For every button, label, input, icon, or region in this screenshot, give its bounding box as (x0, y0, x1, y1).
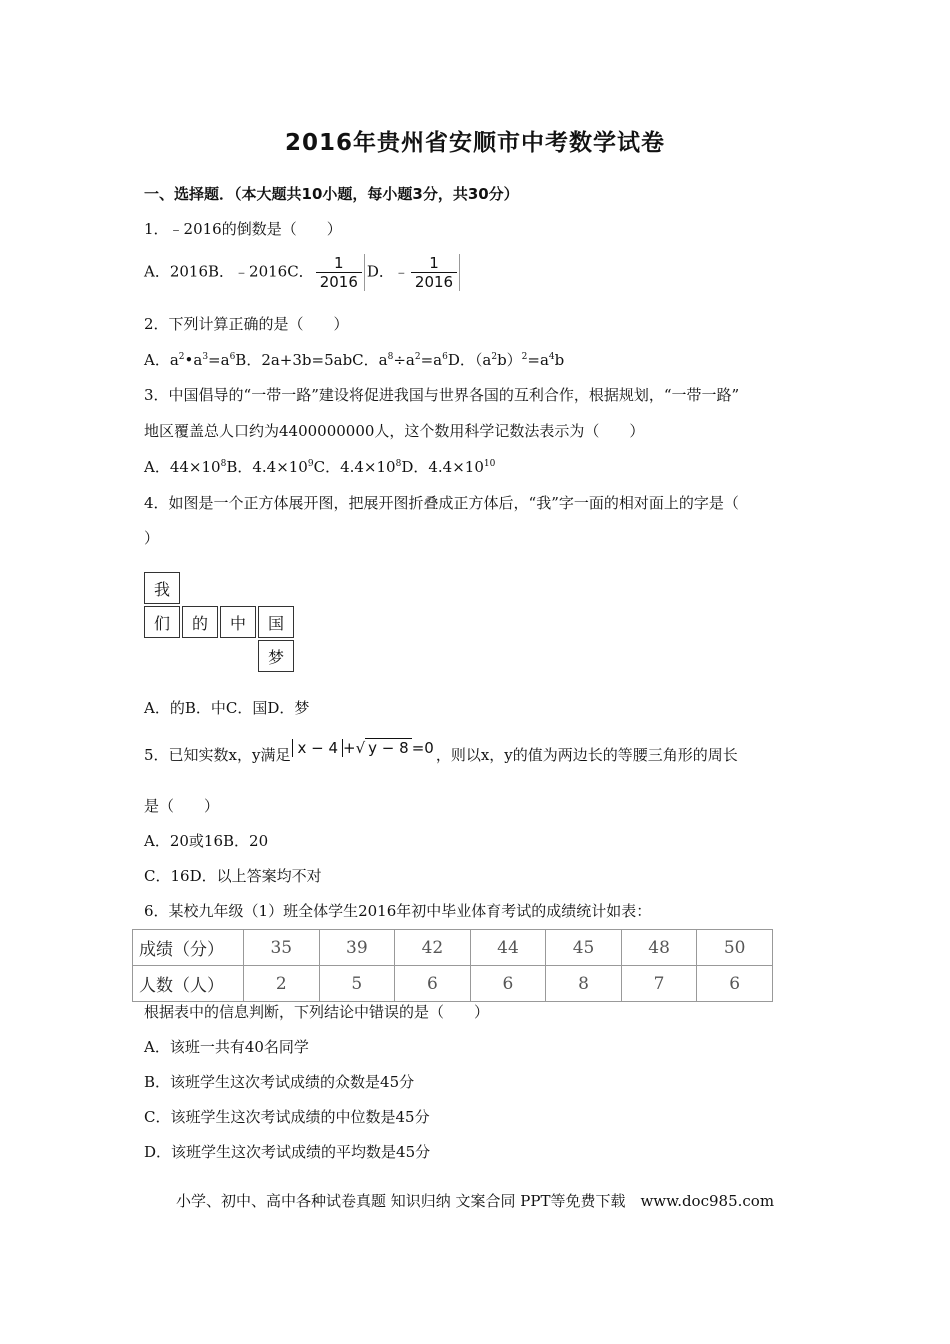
table-cell: 50 (697, 930, 773, 966)
table-cell: 45 (546, 930, 622, 966)
net-cell-men: 们 (144, 606, 180, 638)
question-3-line2: 地区覆盖总人口约为4400000000人，这个数用科学记数法表示为（ ） (144, 422, 645, 440)
table-cell: 6 (395, 966, 471, 1002)
net-cell-de: 的 (182, 606, 218, 638)
table-row (133, 966, 773, 1002)
table-cell: 6 (470, 966, 546, 1002)
table-cell: 42 (395, 930, 471, 966)
question-4-options: A．的B．中C．国D．梦 (144, 699, 310, 717)
q1-fraction-d: $\frac{1}{2016}$ (411, 254, 460, 291)
q1-fraction-c: $\frac{1}{2016}$ (316, 254, 365, 291)
page-title: 2016年贵州省安顺市中考数学试卷 (284, 130, 665, 156)
question-4-line2: ） (144, 529, 160, 547)
page-footer: 小学、初中、高中各种试卷真题 知识归纳 文案合同 PPT等免费下载 www.doc985.com (175, 1192, 775, 1210)
cube-net-figure (144, 572, 304, 676)
question-6-option-a: A．该班一共有40名同学 (144, 1038, 309, 1056)
table-cell: 2 (244, 966, 320, 1002)
question-3-options: A．$44\times 10^8B$．$4.4\times 10^9C$．$4.4\times 10^8D$．$4.4\times 10^{10}$ (144, 458, 496, 476)
net-cell-meng: 梦 (258, 640, 294, 672)
table-cell: 8 (546, 966, 622, 1002)
question-6-stem: 6．某校九年级（1）班全体学生2016年初中毕业体育考试的成绩统计如表： (144, 902, 652, 920)
table-cell: 48 (621, 930, 697, 966)
row-header-count: 人数（人） (133, 966, 244, 1002)
net-cell-guo: 国 (258, 606, 294, 638)
question-5-line1: 5．已知实数x，y满足 x − 4 +√ y − 8 =0 ，则以x，y的值为两边长的等腰三角形的周长 (144, 739, 738, 764)
question-1-options (144, 254, 462, 291)
question-6-option-c: C．该班学生这次考试成绩的中位数是45分 (144, 1108, 430, 1126)
question-6-option-b: B．该班学生这次考试成绩的众数是45分 (144, 1073, 415, 1091)
q5-equation: x − 4 +√ y − 8 =0 (290, 737, 435, 759)
question-6-prompt: 根据表中的信息判断，下列结论中错误的是（ ） (144, 1003, 490, 1021)
score-table (132, 929, 773, 1002)
table-cell: 44 (470, 930, 546, 966)
table-cell: 39 (319, 930, 395, 966)
table-cell: 6 (697, 966, 773, 1002)
table-cell: 5 (319, 966, 395, 1002)
row-header-score: 成绩（分） (133, 930, 244, 966)
q1-options-ab: A．2016B．﹣2016C． (144, 262, 314, 281)
table-cell: 7 (621, 966, 697, 1002)
q1-option-d: D．﹣ (366, 262, 409, 281)
question-5-options-2: C．16D．以上答案均不对 (144, 867, 322, 885)
net-cell-zhong: 中 (220, 606, 256, 638)
question-1-stem: 1．﹣2016的倒数是（ ） (144, 220, 342, 238)
table-cell: 35 (244, 930, 320, 966)
question-6-option-d: D．该班学生这次考试成绩的平均数是45分 (144, 1143, 431, 1161)
net-cell-wo: 我 (144, 572, 180, 604)
question-5-options-1: A．20或16B．20 (144, 832, 269, 850)
table-row (133, 930, 773, 966)
question-2-stem: 2．下列计算正确的是（ ） (144, 315, 349, 333)
question-5-line2: 是（ ） (144, 797, 220, 815)
question-3-line1: 3．中国倡导的“一带一路”建设将促进我国与世界各国的互利合作，根据规划，“一带一路” (144, 386, 740, 404)
question-2-options: A．$a^2•a^3=a^6B$．2a+3b=5abC．$a^8\div a^2=a^6D$．$(a^2b)^2=a^4b$ (144, 351, 565, 369)
section-heading: 一、选择题．（本大题共10小题，每小题3分，共30分） (144, 185, 519, 203)
question-4-line1: 4．如图是一个正方体展开图，把展开图折叠成正方体后，“我”字一面的相对面上的字是（ (144, 494, 739, 512)
